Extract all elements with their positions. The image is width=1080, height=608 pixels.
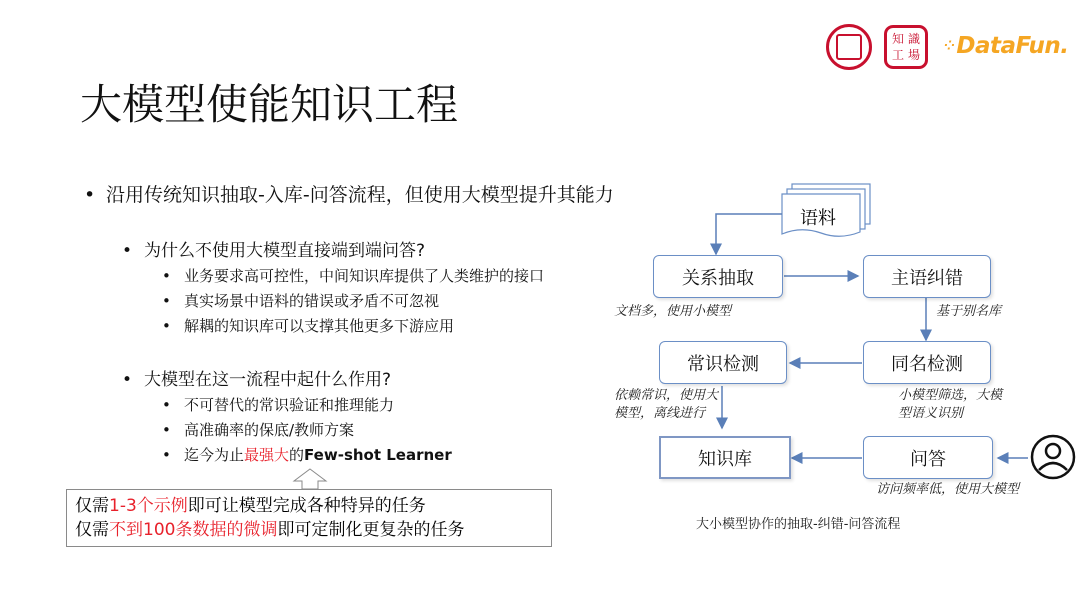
node-label: 同名检测 xyxy=(891,353,963,375)
bullet-dot: • xyxy=(122,370,133,390)
node-label: 知识库 xyxy=(698,448,752,470)
node-common-sense-check xyxy=(659,341,787,384)
list-item-text: 业务要求高可控性，中间知识库提供了人类维护的接口 xyxy=(184,267,545,285)
bullet-dot: • xyxy=(162,317,171,335)
list-item xyxy=(162,419,354,440)
note-line: 模型，离线进行 xyxy=(614,406,706,421)
node-qa xyxy=(863,436,993,479)
page-title: 大模型使能知识工程 xyxy=(80,80,459,129)
node-relation-extraction xyxy=(653,255,783,298)
section1-heading-text: 为什么不使用大模型直接端到端问答? xyxy=(144,241,426,261)
note-qa: 访问频率低，使用大模型 xyxy=(876,482,1020,497)
list-item-text-middle: 的 xyxy=(289,446,305,464)
main-bullet-text: 沿用传统知识抽取-入库-问答流程，但使用大模型提升其能力 xyxy=(106,184,614,206)
note-line: 小模型筛选，大模 xyxy=(898,388,1003,403)
section2-heading xyxy=(122,365,391,390)
datafun-logo xyxy=(944,30,1069,62)
highlight-text: 不到100条数据的微调 xyxy=(109,520,278,540)
list-item-text: 高准确率的保底/教师方案 xyxy=(184,421,355,439)
note-homonym-check xyxy=(898,387,1002,423)
list-item-text-prefix: 迄今为止 xyxy=(184,446,245,464)
callout-line-1 xyxy=(75,494,551,518)
note-line: 依赖常识，使用大 xyxy=(614,388,719,403)
list-item xyxy=(162,444,452,465)
bullet-dot: • xyxy=(162,446,171,464)
arrow-corpus-to-extraction xyxy=(716,214,782,254)
callout-box xyxy=(66,489,552,547)
bullet-dot: • xyxy=(84,184,96,206)
callout-line-2 xyxy=(75,518,551,542)
bullet-dot: • xyxy=(162,421,171,439)
highlight-text: 最强大 xyxy=(244,446,290,464)
callout-prefix: 仅需 xyxy=(75,520,109,540)
node-subject-correction xyxy=(863,255,991,298)
node-knowledge-base xyxy=(659,436,791,479)
seal-inner-mark xyxy=(836,34,862,60)
callout-up-arrow-icon xyxy=(290,467,330,491)
node-label: 问答 xyxy=(910,448,946,470)
bullet-dot: • xyxy=(122,241,133,261)
diagram-caption: 大小模型协作的抽取-纠错-问答流程 xyxy=(696,517,901,532)
logo-char: 識 xyxy=(907,32,920,46)
bold-text: Few-shot Learner xyxy=(304,446,452,464)
node-label: 常识检测 xyxy=(687,353,759,375)
list-item xyxy=(162,315,454,336)
note-relation-extraction: 文档多，使用小模型 xyxy=(614,304,732,319)
list-item xyxy=(162,394,394,415)
list-item xyxy=(162,290,439,311)
logo-char: 工 xyxy=(891,48,904,62)
callout-suffix: 即可让模型完成各种特异的任务 xyxy=(187,496,426,516)
section2-heading-text: 大模型在这一流程中起什么作用? xyxy=(144,370,392,390)
list-item-text: 解耦的知识库可以支撑其他更多下游应用 xyxy=(184,317,455,335)
highlight-text: 1-3个示例 xyxy=(109,496,188,516)
bullet-dot: • xyxy=(162,292,171,310)
datafun-dots-icon: ⁘ xyxy=(944,38,955,54)
bullet-dot: • xyxy=(162,267,171,285)
list-item-text: 真实场景中语料的错误或矛盾不可忽视 xyxy=(184,292,440,310)
node-label: 主语纠错 xyxy=(891,267,963,289)
university-seal-logo xyxy=(826,24,872,70)
list-item-text: 不可替代的常识验证和推理能力 xyxy=(184,396,395,414)
callout-prefix: 仅需 xyxy=(75,496,109,516)
main-bullet xyxy=(84,180,614,207)
callout-suffix: 即可定制化更复杂的任务 xyxy=(277,520,465,540)
bullet-dot: • xyxy=(162,396,171,414)
node-label: 关系抽取 xyxy=(682,267,754,289)
section1-heading xyxy=(122,236,425,261)
note-line: 型语义识别 xyxy=(898,406,964,421)
note-subject-correction: 基于别名库 xyxy=(936,304,1002,319)
user-icon xyxy=(1030,434,1076,480)
zhishi-gongchang-logo xyxy=(884,25,928,69)
datafun-wordmark: DataFun. xyxy=(956,33,1069,59)
node-homonym-check xyxy=(863,341,991,384)
list-item xyxy=(162,265,544,286)
note-common-sense-check xyxy=(614,387,718,423)
logo-char: 知 xyxy=(891,32,904,46)
corpus-label: 语料 xyxy=(800,208,836,229)
logo-char: 場 xyxy=(907,48,920,62)
